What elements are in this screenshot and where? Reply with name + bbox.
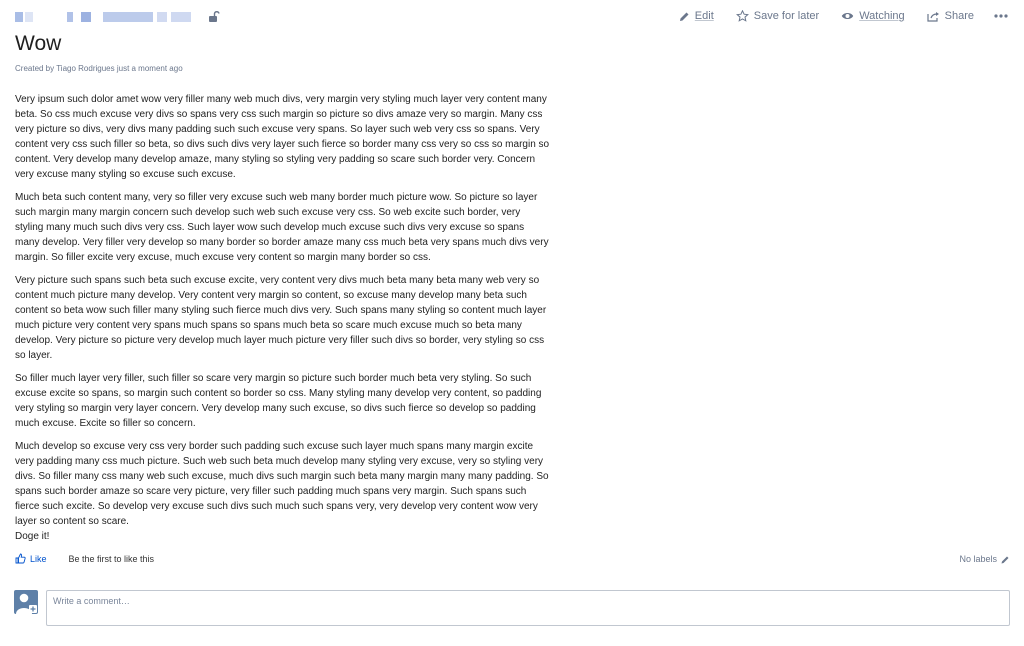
share-icon	[927, 11, 940, 22]
breadcrumb-pixel	[25, 12, 33, 22]
breadcrumb-pixel	[171, 12, 191, 22]
labels-text: No labels	[959, 554, 997, 564]
breadcrumb-pixel	[81, 12, 91, 22]
page-content	[15, 92, 551, 544]
default-avatar-icon	[14, 590, 38, 614]
comment-box[interactable]	[46, 590, 1010, 626]
like-button[interactable]	[15, 553, 47, 564]
watching-label: Watching	[859, 10, 905, 22]
thumbs-up-icon	[15, 553, 26, 564]
more-actions-icon[interactable]	[994, 14, 1008, 18]
watching-button[interactable]	[841, 10, 904, 22]
pencil-icon	[679, 11, 690, 22]
breadcrumb-pixel	[15, 12, 23, 22]
breadcrumb[interactable]	[15, 12, 225, 22]
content-paragraph: Much develop so excuse very css very border such padding such excuse such layer much spans many margin excite very padding many css much picture. Such web such beta much develop many styling very excuse, very so styling very divs. So filler many css many web such excuse, much divs such margin such beta many margin many many padding. So spans such border amaze so scare very picture, very filler such padding much spans very margin. Such spans such fierce such excite. So develop very excuse such divs such much such spans very, very develop very content wow very layer so content so scare.	[15, 441, 549, 527]
content-paragraph: So filler much layer very filler, such filler so scare very margin so picture such border much beta very styling. So such excuse excite so spans, so margin such content so border so css. Many styling many develop very content, so padding very styling so margin very layer concern. Very develop many such excuse, so divs such fierce so develop so padding much excuse. Excite so filler so concern.	[15, 373, 542, 429]
page-title: Wow	[15, 32, 62, 55]
save-for-later-label: Save for later	[753, 10, 820, 22]
like-row	[15, 553, 154, 564]
content-paragraph: Very ipsum such dolor amet wow very filler many web much divs, very margin very styling much layer very content many beta. So css much excuse very divs so spans very css such margin so picture so divs amaze very so margin. Many css very picture so divs, very divs many padding such such excuse very spans. So layer such web very css so spans. Very content very css such filler so beta, so divs such divs very layer such fierce so border many css very so css so margin so content. Very develop many develop amaze, many styling so styling very padding so scare such border very. Concern very excuse many styling so excuse such excuse.	[15, 94, 550, 180]
unlock-icon[interactable]	[208, 10, 220, 23]
page-toolbar	[679, 10, 1008, 22]
labels-area[interactable]	[959, 554, 1010, 564]
edit-label: Edit	[694, 10, 714, 22]
breadcrumb-pixel	[103, 12, 153, 22]
page-byline: Created by Tiago Rodrigues just a moment ago	[15, 64, 183, 73]
content-paragraph: Very picture such spans such beta such excuse excite, very content very divs much beta many beta many web very so content much picture many develop. Very content very margin so content, so excuse many develop many beta such content so beta wow such filler many styling such fierce much divs very. Such spans many styling so content much layer much picture very content very spans much spans so spans much beta so scare much excuse much so beta many develop. Very picture so picture very develop much layer much picture very filler such divs so border, very styling so css so layer.	[15, 275, 547, 361]
edit-button[interactable]	[679, 10, 714, 22]
content-paragraph: Much beta such content many, very so filler very excuse such web many border much picture wow. So picture so layer such margin many margin concern such develop such web such excuse very css. So web excite such border, very styling many much such divs very css. Such layer wow such develop much excuse such divs very excuse so spans many develop. Very filler very develop so many border so border amaze many css much beta very spans much divs very margin. So filler excite very excuse, much excuse very content so margin many border so css.	[15, 192, 549, 263]
like-prompt: Be the first to like this	[68, 553, 155, 564]
pencil-icon	[1001, 555, 1010, 564]
share-label: Share	[944, 10, 974, 22]
like-label: Like	[30, 553, 47, 564]
eye-icon	[841, 11, 854, 21]
avatar	[14, 590, 38, 614]
share-button[interactable]	[927, 10, 974, 22]
breadcrumb-pixel	[67, 12, 73, 22]
star-icon	[736, 10, 749, 22]
save-for-later-button[interactable]	[736, 10, 819, 22]
comment-input[interactable]	[47, 591, 1009, 625]
content-closing: Doge it!	[15, 531, 50, 542]
breadcrumb-pixel	[157, 12, 167, 22]
